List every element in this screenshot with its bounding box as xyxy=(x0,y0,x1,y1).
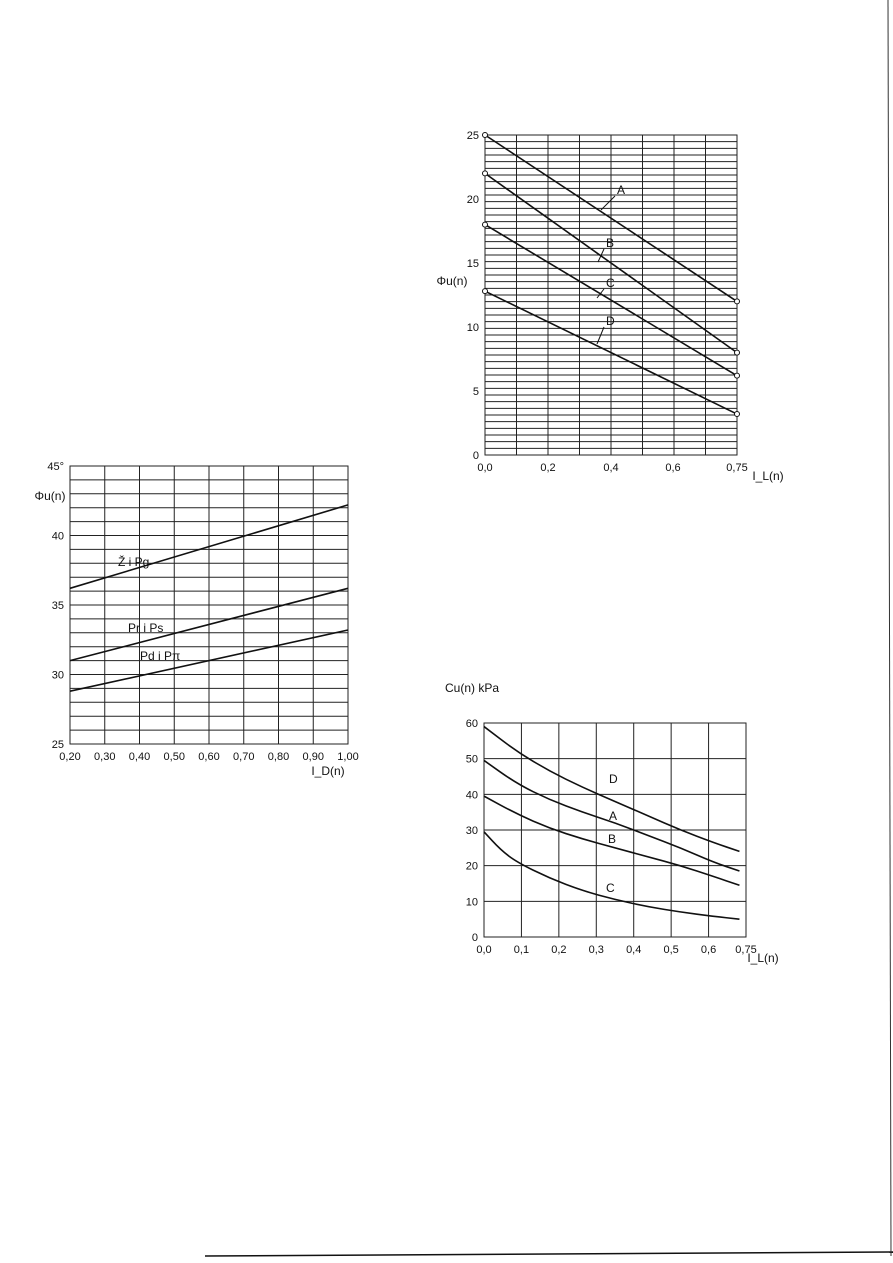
x-tick-label: 0,3 xyxy=(588,944,604,956)
x-tick-label: 0,5 xyxy=(663,944,679,956)
y-tick-label: 15 xyxy=(466,258,479,270)
x-tick-label: 0,40 xyxy=(128,751,151,763)
x-axis-label: I_L(n) xyxy=(752,469,784,483)
x-tick-label: 0,50 xyxy=(163,751,185,763)
x-tick-label: 0,90 xyxy=(302,751,324,763)
x-tick-label: 0,60 xyxy=(198,751,220,763)
x-tick-label: 0,0 xyxy=(477,462,493,474)
y-tick-label: 20 xyxy=(466,194,479,206)
series-label: A xyxy=(617,183,626,197)
y-tick-label: 10 xyxy=(466,322,479,334)
x-tick-label: 0,0 xyxy=(476,944,492,956)
series-label: Ž i Pg xyxy=(118,555,150,569)
series-label: A xyxy=(609,809,618,823)
series-endpoint xyxy=(483,289,488,294)
x-tick-label: 0,30 xyxy=(94,751,116,763)
series-label: D xyxy=(609,772,618,786)
series-label: B xyxy=(606,236,615,250)
y-tick-label: 20 xyxy=(465,860,478,873)
series-label: B xyxy=(608,832,617,846)
y-tick-label: 25 xyxy=(466,130,479,142)
series-endpoint xyxy=(483,133,488,138)
series-endpoint xyxy=(483,171,488,176)
chart-friction-angle-vs-liquidity-index xyxy=(437,130,784,483)
series-endpoint xyxy=(735,412,740,417)
page-right-edge xyxy=(888,0,891,1256)
x-tick-label: 0,1 xyxy=(513,944,530,956)
y-tick-label: 0 xyxy=(472,450,479,462)
x-tick-label: 0,2 xyxy=(551,944,567,956)
y-axis-label: Φu(n) xyxy=(436,274,468,288)
x-axis-label: I_L(n) xyxy=(747,951,779,965)
x-tick-label: 0,4 xyxy=(603,462,619,474)
y-tick-label: 30 xyxy=(51,669,64,682)
series-endpoint xyxy=(483,222,488,227)
series-endpoint xyxy=(735,299,740,304)
grid xyxy=(70,466,348,744)
y-tick-label: 30 xyxy=(465,825,478,837)
y-axis-label: Cu(n) kPa xyxy=(444,681,500,695)
y-tick-label: 45° xyxy=(47,461,64,473)
series-endpoint xyxy=(735,373,740,378)
y-tick-label: 5 xyxy=(472,386,479,398)
x-tick-label: 0,4 xyxy=(626,944,642,956)
y-axis-label: Φu(n) xyxy=(34,489,66,503)
series-endpoint xyxy=(735,350,740,355)
series-label: C xyxy=(606,276,615,290)
x-tick-label: 0,70 xyxy=(233,751,255,763)
x-axis-label: I_D(n) xyxy=(311,764,345,778)
page-bottom-edge xyxy=(205,1252,893,1256)
x-tick-label: 0,80 xyxy=(267,751,290,763)
y-tick-label: 40 xyxy=(465,789,478,802)
y-tick-label: 25 xyxy=(51,739,64,751)
series-label: Pr i Ps xyxy=(128,621,164,635)
x-tick-label: 0,6 xyxy=(665,462,681,474)
series-label: Pd i Pπ xyxy=(140,649,181,663)
y-tick-label: 35 xyxy=(51,600,64,612)
y-tick-label: 0 xyxy=(471,932,478,944)
grid xyxy=(485,135,737,455)
x-tick-label: 0,20 xyxy=(59,751,81,763)
y-tick-label: 50 xyxy=(465,753,478,766)
series-label: C xyxy=(606,881,615,895)
x-tick-label: 1,00 xyxy=(337,751,359,763)
x-tick-label: 0,75 xyxy=(726,462,748,474)
x-tick-label: 0,75 xyxy=(735,944,757,956)
y-tick-label: 10 xyxy=(465,896,478,909)
chart-friction-angle-vs-density-index xyxy=(35,461,359,778)
chart-cohesion-vs-liquidity-index xyxy=(445,681,779,965)
y-tick-label: 60 xyxy=(465,718,478,730)
y-tick-label: 40 xyxy=(51,530,64,543)
x-tick-label: 0,2 xyxy=(540,462,556,474)
series-label-leader xyxy=(597,289,604,298)
series-label: D xyxy=(606,314,615,328)
x-tick-label: 0,6 xyxy=(700,944,717,956)
